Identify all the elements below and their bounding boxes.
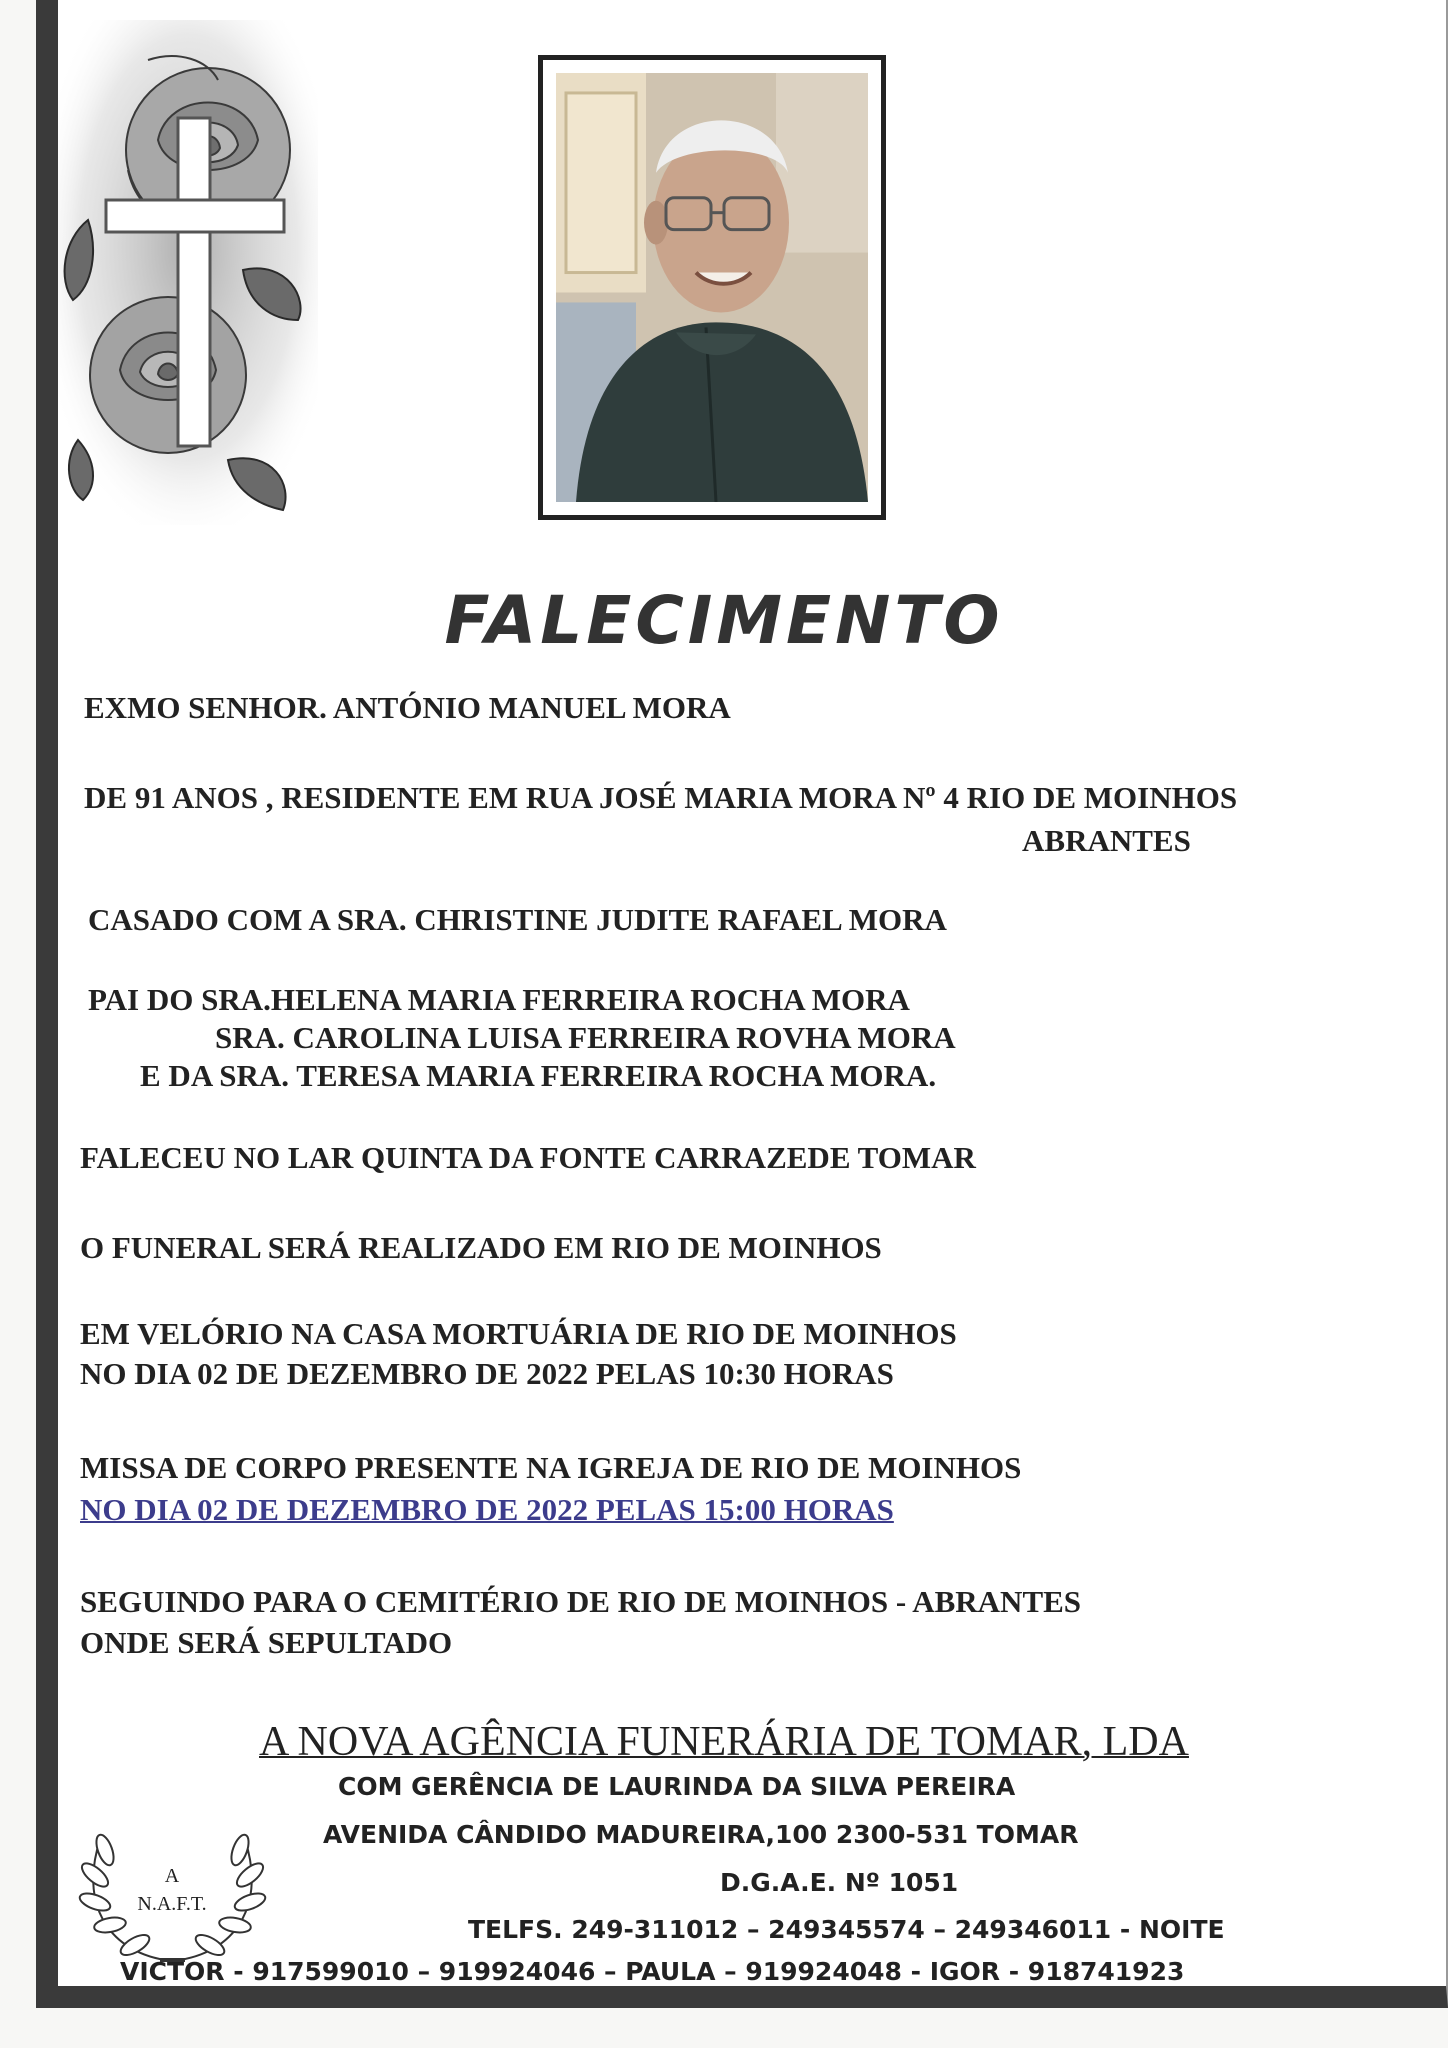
- wake-line-1: EM VELÓRIO NA CASA MORTUÁRIA DE RIO DE MOINHOS: [80, 1316, 957, 1351]
- children-line-2: SRA. CAROLINA LUISA FERREIRA ROVHA MORA: [215, 1020, 956, 1055]
- age-residence-line: DE 91 ANOS , RESIDENTE EM RUA JOSÉ MARIA MORA Nº 4 RIO DE MOINHOS: [84, 780, 1238, 815]
- mass-date-line: NO DIA 02 DE DEZEMBRO DE 2022 PELAS 15:00 HORAS: [80, 1492, 894, 1527]
- agency-address: AVENIDA CÂNDIDO MADUREIRA,100 2300-531 TOMAR: [323, 1820, 1079, 1849]
- death-place-line: FALECEU NO LAR QUINTA DA FONTE CARRAZEDE TOMAR: [80, 1140, 976, 1175]
- children-line-1: PAI DO SRA.HELENA MARIA FERREIRA ROCHA MORA: [88, 982, 910, 1017]
- logo-letter: A: [164, 1865, 180, 1887]
- cross-roses-illustration: [58, 20, 318, 525]
- agency-phones: TELFS. 249-311012 – 249345574 – 249346011 - NOITE: [468, 1915, 1225, 1944]
- wake-line-2: NO DIA 02 DE DEZEMBRO DE 2022 PELAS 10:30 HORAS: [80, 1356, 894, 1391]
- rose-icon: [90, 297, 246, 453]
- age-residence-line-cont: ABRANTES: [1022, 823, 1191, 858]
- funeral-place-line: O FUNERAL SERÁ REALIZADO EM RIO DE MOINHOS: [80, 1230, 882, 1265]
- page-title: FALECIMENTO: [444, 582, 1004, 659]
- agency-contacts: VICTOR - 917599010 – 919924046 – PAULA – 919924048 - IGOR - 918741923: [120, 1957, 1185, 1986]
- agency-dgae: D.G.A.E. Nº 1051: [720, 1868, 959, 1897]
- children-line-3: E DA SRA. TERESA MARIA FERREIRA ROCHA MORA.: [140, 1058, 937, 1093]
- burial-line-2: ONDE SERÁ SEPULTADO: [80, 1625, 453, 1660]
- logo-initials: N.A.F.T.: [137, 1893, 207, 1915]
- deceased-name-line: EXMO SENHOR. ANTÓNIO MANUEL MORA: [84, 690, 731, 725]
- agency-name: A NOVA AGÊNCIA FUNERÁRIA DE TOMAR, LDA: [259, 1719, 1189, 1765]
- mass-line-1: MISSA DE CORPO PRESENTE NA IGREJA DE RIO DE MOINHOS: [80, 1450, 1022, 1485]
- portrait-photo: [538, 55, 886, 520]
- spouse-line: CASADO COM A SRA. CHRISTINE JUDITE RAFAEL MORA: [88, 902, 947, 937]
- agency-logo-wreath-icon: [65, 1810, 280, 1970]
- agency-management: COM GERÊNCIA DE LAURINDA DA SILVA PEREIRA: [338, 1772, 1016, 1801]
- burial-line-1: SEGUINDO PARA O CEMITÉRIO DE RIO DE MOINHOS - ABRANTES: [80, 1584, 1082, 1619]
